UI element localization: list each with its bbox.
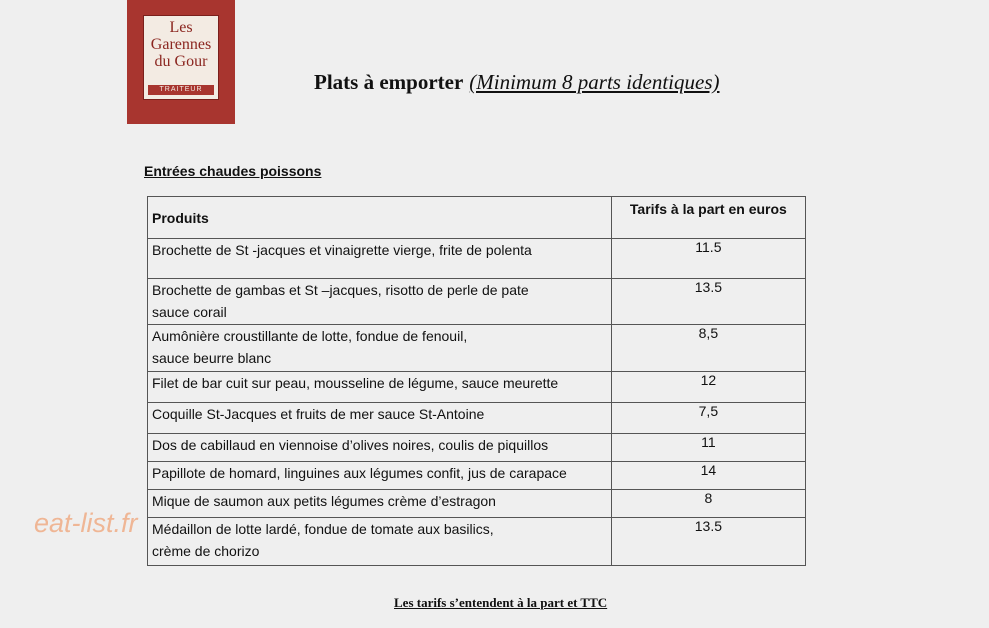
product-cell xyxy=(148,372,612,403)
table-row xyxy=(148,325,806,372)
logo-text-line1: Les xyxy=(169,19,193,36)
price-cell: 11.5 xyxy=(611,239,805,279)
logo-band: TRAITEUR xyxy=(148,85,214,95)
table-row xyxy=(148,462,806,490)
product-cell xyxy=(148,279,612,325)
product-line: sauce beurre blanc xyxy=(152,350,272,366)
section-heading: Entrées chaudes poissons xyxy=(144,163,322,179)
column-header-product: Produits xyxy=(148,197,612,239)
product-cell xyxy=(148,490,612,518)
product-line: Mique de saumon aux petits légumes crème d’estragon xyxy=(152,493,496,509)
logo xyxy=(127,0,235,124)
price-cell: 8 xyxy=(611,490,805,518)
price-cell: 8,5 xyxy=(611,325,805,372)
logo-text-line3: du Gour xyxy=(154,53,208,70)
product-line: sauce corail xyxy=(152,304,227,320)
table-header-row xyxy=(148,197,806,239)
table-row xyxy=(148,403,806,434)
watermark: eat-list.fr xyxy=(34,508,138,538)
product-cell xyxy=(148,434,612,462)
product-cell xyxy=(148,239,612,279)
product-line: Brochette de gambas et St –jacques, risotto de perle de pate xyxy=(152,282,529,298)
column-header-price: Tarifs à la part en euros xyxy=(611,197,805,239)
table-row xyxy=(148,434,806,462)
product-line: Coquille St-Jacques et fruits de mer sauce St-Antoine xyxy=(152,406,485,422)
price-cell: 11 xyxy=(611,434,805,462)
table-row xyxy=(148,279,806,325)
footer-note: Les tarifs s’entendent à la part et TTC xyxy=(394,595,608,610)
page-title-main: Plats à emporter xyxy=(314,70,464,94)
product-line: Papillote de homard, linguines aux légumes confit, jus de carapace xyxy=(152,465,567,481)
table-row xyxy=(148,372,806,403)
page-title xyxy=(314,70,720,95)
price-cell: 7,5 xyxy=(611,403,805,434)
logo-text-line2: Garennes xyxy=(150,36,212,53)
price-cell: 12 xyxy=(611,372,805,403)
product-line: crème de chorizo xyxy=(152,543,260,559)
product-line: Dos de cabillaud en viennoise d’olives noires, coulis de piquillos xyxy=(152,437,549,453)
product-line: Filet de bar cuit sur peau, mousseline de légume, sauce meurette xyxy=(152,375,559,391)
table-body xyxy=(148,239,806,566)
table-row xyxy=(148,239,806,279)
product-cell xyxy=(148,403,612,434)
product-cell xyxy=(148,462,612,490)
product-line: Aumônière croustillante de lotte, fondue de fenouil, xyxy=(152,328,468,344)
price-cell: 14 xyxy=(611,462,805,490)
price-table xyxy=(147,196,806,566)
logo-emblem xyxy=(143,15,219,100)
product-cell xyxy=(148,325,612,372)
product-cell xyxy=(148,518,612,566)
price-cell: 13.5 xyxy=(611,518,805,566)
product-line: Brochette de St -jacques et vinaigrette vierge, frite de polenta xyxy=(152,242,532,258)
page-title-subtitle: (Minimum 8 parts identiques) xyxy=(469,70,720,94)
price-cell: 13.5 xyxy=(611,279,805,325)
table-row xyxy=(148,518,806,566)
product-line: Médaillon de lotte lardé, fondue de tomate aux basilics, xyxy=(152,521,494,537)
table-row xyxy=(148,490,806,518)
